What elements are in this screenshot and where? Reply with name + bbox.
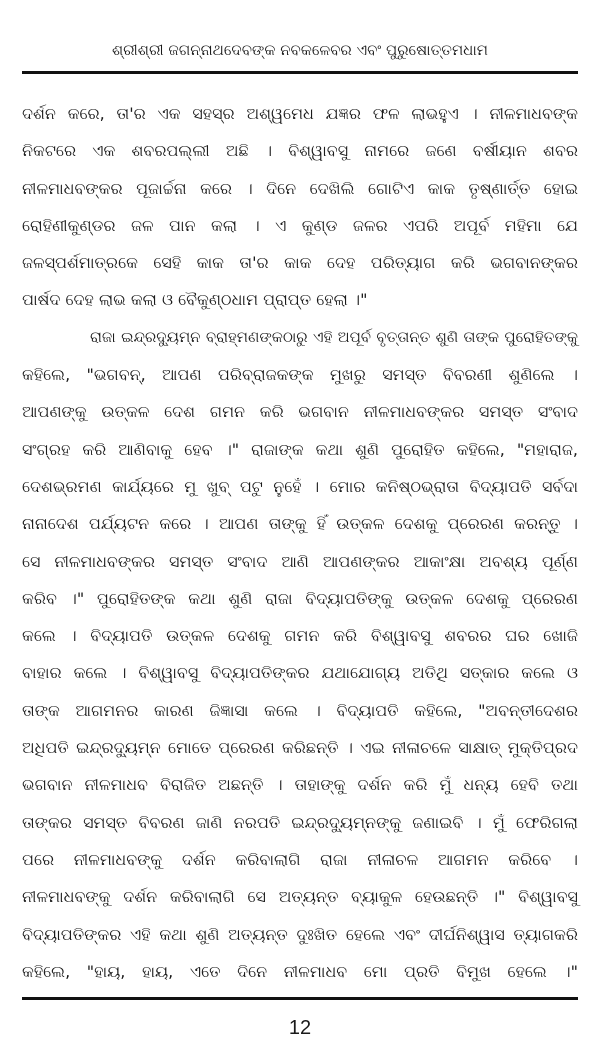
- text-line: କଲେ । ବିଦ୍ୟାପତି ଉତ୍କଳ ଦେଶକୁ ଗମନ କରି ବିଶ୍ୱାବସୁ ଶବରର ଘର ଖୋଜି: [22, 626, 578, 646]
- text-line: ପାର୍ଷଦ ଦେହ ଲାଭ କଲା ଓ ବୈକୁଣ୍ଠଧାମ ପ୍ରାପ୍ତ ହେଲା ।": [22, 290, 368, 310]
- text-line: ନୀଳମାଧବଙ୍କୁ ଦର୍ଶନ କରିବାଲାଗି ସେ ଅତ୍ୟନ୍ତ ବ୍ୟାକୁଳ ହେଉଛନ୍ତି ।" ବିଶ୍ୱାବସୁ: [22, 887, 578, 907]
- text-line: କହିଲେ, "ଭଗବନ୍, ଆପଣ ପରିବ୍ରାଜକଙ୍କ ମୁଖରୁ ସମସ୍ତ ବିବରଣୀ ଶୁଣିଲେ ।: [22, 365, 578, 385]
- text-line: ଦର୍ଶନ କରେ, ତା'ର ଏକ ସହସ୍ର ଅଶ୍ୱମେଧ ଯଜ୍ଞର ଫଳ ଲାଭହୁଏ । ନୀଳମାଧବଙ୍କ: [22, 104, 578, 123]
- text-line: ନିକଟରେ ଏକ ଶବରପଲ୍ଲୀ ଅଛି । ବିଶ୍ୱାବସୁ ନାମରେ ଜଣେ ବର୍ଷୀୟାନ ଶବର: [22, 141, 578, 161]
- text-line: ବାହାର କଲେ । ବିଶ୍ୱାବସୁ ବିଦ୍ୟାପତିଙ୍କର ଯଥାଯୋଗ୍ୟ ଅତିଥି ସତ୍କାର କଲେ ଓ: [22, 663, 578, 683]
- text-line: ଆପଣଙ୍କୁ ଉତ୍କଳ ଦେଶ ଗମନ କରି ଭଗବାନ ନୀଳମାଧବଙ୍କର ସମସ୍ତ ସଂବାଦ: [22, 402, 578, 422]
- body-text: [22, 95, 578, 990]
- text-line: ଜଳସ୍ପର୍ଶମାତ୍ରକେ ସେହି କାକ ତା'ର କାକ ଦେହ ପରିତ୍ୟାଗ କରି ଭଗବାନଙ୍କର: [22, 253, 578, 273]
- footer-rule: [22, 997, 578, 1000]
- text-line: ନାନାଦେଶ ପର୍ଯ୍ୟଟନ କରେ । ଆପଣ ତାଙ୍କୁ ହିଁ ଉତ୍କଳ ଦେଶକୁ ପ୍ରେରଣ କରନ୍ତୁ ।: [22, 514, 578, 534]
- text-line: କହିଲେ, "ହାୟ, ହାୟ, ଏତେ ଦିନେ ନୀଳମାଧବ ମୋ ପ୍ରତି ବିମୁଖ ହେଲେ ।": [22, 961, 578, 981]
- text-line: ତାଙ୍କ ଆଗମନର କାରଣ ଜିଜ୍ଞାସା କଲେ । ବିଦ୍ୟାପତି କହିଲେ, "ଅବନ୍ତୀଦେଶର: [22, 700, 578, 720]
- text-line: ବିଦ୍ୟାପତିଙ୍କର ଏହି କଥା ଶୁଣି ଅତ୍ୟନ୍ତ ଦୁଃଖିତ ହେଲେ ଏବଂ ଦୀର୍ଘନିଶ୍ୱାସ ତ୍ୟାଗକରି: [22, 924, 578, 944]
- running-header: ଶ୍ରୀଶ୍ରୀ ଜଗନ୍ନାଥଦେବଙ୍କ ନବକଳେବର ଏବଂ ପୁରୁଷୋତ୍ତମଧାମ: [112, 41, 488, 59]
- text-line: ତାଙ୍କର ସମସ୍ତ ବିବରଣ ଜାଣି ନରପତି ଇନ୍ଦ୍ରଦ୍ୟୁମ୍ନଙ୍କୁ ଜଣାଇବି । ମୁଁ ଫେରିଗଲା: [22, 812, 578, 832]
- text-line: ଭଗବାନ ନୀଳମାଧବ ବିରାଜିତ ଅଛନ୍ତି । ତାହାଙ୍କୁ ଦର୍ଶନ କରି ମୁଁ ଧନ୍ୟ ହେବି ତଥା: [22, 775, 578, 795]
- text-line: କରିବ ।" ପୁରୋହିତଙ୍କ କଥା ଶୁଣି ରାଜା ବିଦ୍ୟାପତିଙ୍କୁ ଉତ୍କଳ ଦେଶକୁ ପ୍ରେରଣ: [22, 588, 578, 608]
- text-line: ସଂଗ୍ରହ କରି ଆଣିବାକୁ ହେବ ।" ରାଜାଙ୍କ କଥା ଶୁଣି ପୁରୋହିତ କହିଲେ, "ମହାରାଜ,: [22, 439, 578, 459]
- page-number: 12: [288, 1017, 312, 1039]
- text-line: ରାଜା ଇନ୍ଦ୍ରଦ୍ୟୁମ୍ନ ବ୍ରାହ୍ମଣଙ୍କଠାରୁ ଏହି ଅପୂର୍ବ ବୃତ୍ତାନ୍ତ ଶୁଣି ତାଙ୍କ ପୁରୋହିତଙ୍କୁ: [90, 327, 578, 346]
- text-line: ଅଧିପତି ଇନ୍ଦ୍ରଦ୍ୟୁମ୍ନ ମୋତେ ପ୍ରେରଣ କରିଛନ୍ତି । ଏଇ ନୀଳାଚଳେ ସାକ୍ଷାତ୍ ମୁକ୍ତିପ୍ରଦ: [22, 738, 578, 758]
- text-line: ସେ ନୀଳମାଧବଙ୍କର ସମସ୍ତ ସଂବାଦ ଆଣି ଆପଣଙ୍କର ଆକାଂକ୍ଷା ଅବଶ୍ୟ ପୂର୍ଣ୍ଣ: [22, 551, 578, 571]
- header-rule: [22, 71, 578, 74]
- text-line: ରୋହିଣୀକୁଣ୍ଡର ଜଳ ପାନ କଲା । ଏ କୁଣ୍ଡ ଜଳର ଏପରି ଅପୂର୍ବ ମହିମା ଯେ: [22, 215, 578, 235]
- text-line: ଦେଶଭ୍ରମଣ କାର୍ଯ୍ୟରେ ମୁ ଖୁବ୍ ପଟୁ ନୁହେଁ । ମୋର କନିଷ୍ଠଭ୍ରାତା ବିଦ୍ୟାପତି ସର୍ବଦା: [22, 476, 578, 496]
- text-line: ନୀଳମାଧବଙ୍କର ପୂଜାର୍ଚ୍ଚନା କରେ । ଦିନେ ଦେଖିଲି ଗୋଟିଏ କାକ ତୃଷ୍ଣାର୍ତ୍ତ ହୋଇ: [22, 178, 578, 198]
- text-line: ପରେ ନୀଳମାଧବଙ୍କୁ ଦର୍ଶନ କରିବାଲାଗି ରାଜା ନୀଳାଚଳ ଆଗମନ କରିବେ ।: [22, 849, 578, 869]
